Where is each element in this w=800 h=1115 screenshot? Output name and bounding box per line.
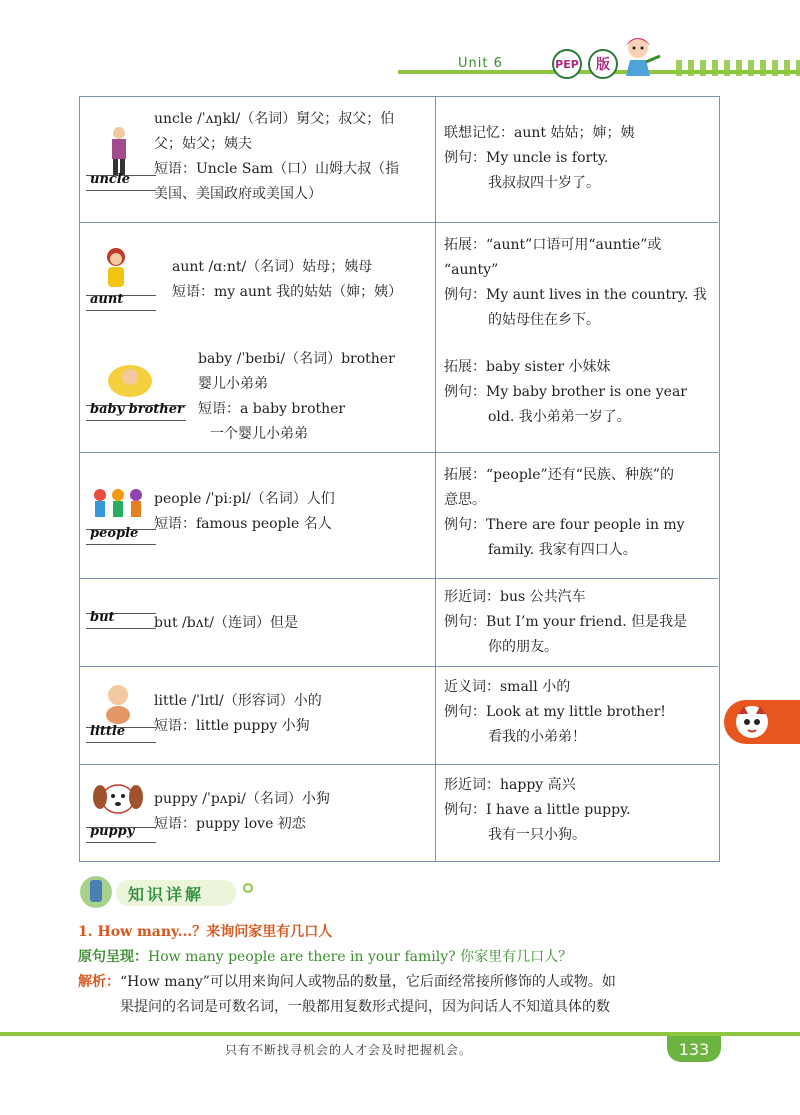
page-header [0, 0, 800, 92]
header-pattern [676, 60, 800, 76]
handwritten-label: but [90, 610, 115, 625]
word-entry: puppy /ˈpʌpi/（名词）小狗 短语：puppy love 初恋 [154, 791, 330, 832]
handwritten-label: little [90, 724, 126, 739]
note-cell: 近义词：small 小的 例句：Look at my little brother! 看我的小弟弟！ [444, 679, 666, 745]
table-row [80, 578, 718, 666]
handwritten-label: uncle [90, 172, 131, 187]
point-title: 1. How many...？来询问家里有几口人 [78, 924, 333, 940]
word-cell [80, 223, 435, 452]
but-illustration [86, 609, 156, 639]
handwritten-label: baby brother [90, 402, 184, 417]
people-illustration [86, 485, 156, 555]
table-row [80, 452, 718, 578]
table-row [80, 97, 718, 222]
little-illustration [86, 681, 156, 751]
footer-motto: 只有不断找寻机会的人才会及时把握机会。 [225, 1043, 473, 1057]
note-cell: 联想记忆：aunt 姑姑；婶；姨 例句：My uncle is forty. 我叔叔四十岁了。 [444, 125, 635, 191]
analysis-line: 解析：“How many”可以用来询问人或物品的数量，它后面经常接所修饰的人或物。如 [78, 974, 616, 990]
cartoon-face-icon [734, 704, 770, 740]
baby-icon [86, 681, 156, 725]
girl-mascot-icon [616, 32, 662, 78]
word-entry: uncle /ˈʌŋkl/（名词）舅父；叔父；伯 父；姑父；姨夫 短语：Uncle Sam（口）山姆大叔（指 美国、美国政府或美国人） [154, 111, 400, 202]
word-cell [80, 97, 435, 222]
word-entry: aunt /ɑːnt/（名词）姑母；姨母 短语：my aunt 我的姑姑（婶；姨） [172, 259, 403, 300]
group-icon [86, 485, 156, 529]
word-cell [80, 453, 435, 578]
word-entry: baby /ˈbeɪbi/（名词）brother 婴儿小弟弟 短语：a baby brother 一个婴儿小弟弟 [198, 351, 395, 442]
note-cell: 拓展：“aunt”口语可用“auntie”或 “aunty” 例句：My aunt lives in the country. 我 的姑母住在乡下。 拓展：baby sister 小妹妹 例句：My baby brother is one year old. 我小弟弟一岁了。 [444, 237, 707, 425]
note-cell: 拓展：“people”还有“民族、种族”的 意思。 例句：There are four people in my family. 我家有四口人。 [444, 467, 685, 558]
handwritten-label: puppy [90, 824, 135, 839]
handwritten-label: people [90, 526, 139, 541]
note-cell: 形近词：bus 公共汽车 例句：But I’m your friend. 但是我是 你的朋友。 [444, 589, 688, 655]
note-cell: 形近词：happy 高兴 例句：I have a little puppy. 我有一只小狗。 [444, 777, 631, 843]
word-cell [80, 667, 435, 764]
aunt-illustration [86, 245, 156, 315]
man-icon [86, 125, 156, 177]
table-row [80, 222, 718, 452]
word-entry: but /bʌt/（连词）但是 [154, 615, 298, 631]
baby-brother-illustration [86, 361, 186, 431]
woman-icon [86, 245, 156, 293]
puppy-icon [86, 779, 156, 823]
table-row [80, 764, 718, 861]
section-title: 知识详解 [128, 885, 205, 904]
original-sentence: 原句呈现：How many people are there in your family? 你家里有几口人？ [78, 949, 573, 965]
puppy-illustration [86, 779, 156, 849]
edition-badge: 版 [588, 49, 618, 79]
word-entry: people /ˈpiːpl/（名词）人们 短语：famous people 名人 [154, 491, 335, 532]
table-row [80, 666, 718, 764]
handwritten-label: aunt [90, 292, 124, 307]
word-cell [80, 579, 435, 666]
vocabulary-table [79, 96, 720, 862]
word-cell [80, 765, 435, 861]
baby-icon [86, 361, 186, 401]
pep-badge: PEP [552, 49, 582, 79]
unit-title: Unit 6 [458, 56, 503, 71]
page-number: 133 [667, 1036, 721, 1062]
word-entry: little /ˈlɪtl/（形容词）小的 短语：little puppy 小狗 [154, 693, 322, 734]
analysis-line: 果提问的名词是可数名词，一般都用复数形式提问，因为问话人不知道具体的数 [120, 999, 610, 1015]
uncle-illustration [86, 125, 156, 195]
